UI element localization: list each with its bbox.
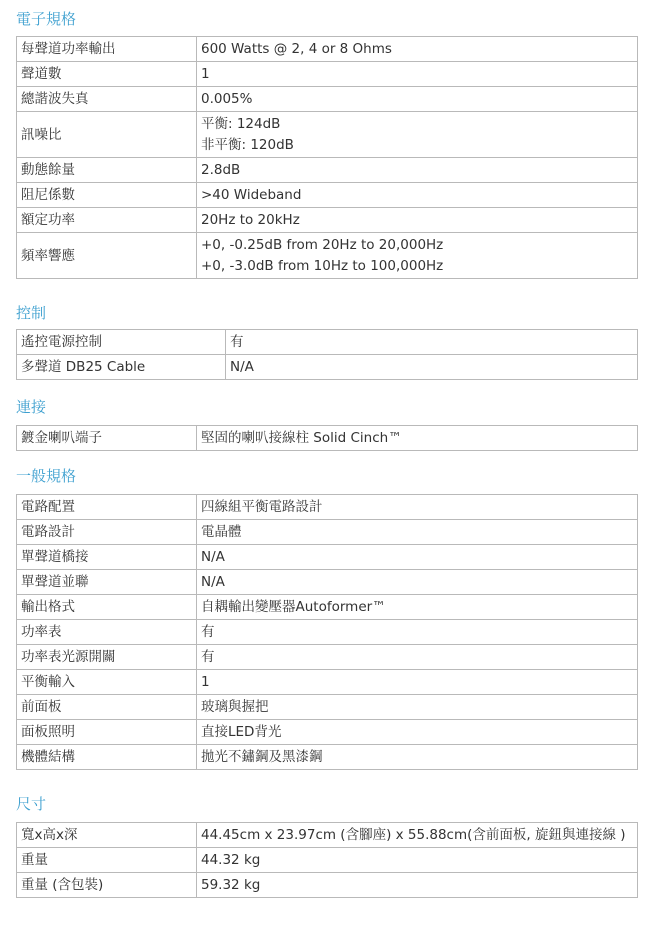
section-title-connection: 連接	[16, 398, 47, 416]
spec-key: 功率表	[17, 620, 197, 645]
table-row	[17, 112, 638, 158]
spec-key: 單聲道並聯	[17, 570, 197, 595]
spec-key: 寬x高x深	[17, 823, 197, 848]
section-title-control: 控制	[16, 304, 47, 322]
spec-value: 0.005%	[197, 87, 638, 112]
spec-value: 堅固的喇叭接線柱 Solid Cinch™	[197, 426, 638, 451]
table-row	[17, 595, 638, 620]
spec-value: 1	[197, 62, 638, 87]
spec-key: 額定功率	[17, 208, 197, 233]
spec-key: 多聲道 DB25 Cable	[17, 355, 226, 380]
spec-table-electronic	[16, 36, 638, 279]
table-row	[17, 695, 638, 720]
table-row	[17, 720, 638, 745]
spec-key: 遙控電源控制	[17, 330, 226, 355]
spec-value: N/A	[197, 570, 638, 595]
table-row	[17, 158, 638, 183]
spec-table-control	[16, 329, 638, 380]
spec-value: 有	[197, 645, 638, 670]
table-row	[17, 183, 638, 208]
table-row	[17, 62, 638, 87]
spec-value: 自耦輸出變壓器Autoformer™	[197, 595, 638, 620]
spec-key: 每聲道功率輸出	[17, 37, 197, 62]
table-row	[17, 545, 638, 570]
spec-key: 功率表光源開關	[17, 645, 197, 670]
spec-value: 拋光不鏽鋼及黑漆鋼	[197, 745, 638, 770]
spec-key: 總諧波失真	[17, 87, 197, 112]
table-row	[17, 848, 638, 873]
spec-key: 鍍金喇叭端子	[17, 426, 197, 451]
spec-value: 直接LED背光	[197, 720, 638, 745]
table-row	[17, 87, 638, 112]
spec-key: 電路配置	[17, 495, 197, 520]
spec-value: >40 Wideband	[197, 183, 638, 208]
table-row	[17, 520, 638, 545]
spec-key: 頻率響應	[17, 233, 197, 279]
spec-value: 20Hz to 20kHz	[197, 208, 638, 233]
spec-key: 平衡輸入	[17, 670, 197, 695]
spec-value: 44.32 kg	[197, 848, 638, 873]
table-row	[17, 745, 638, 770]
spec-key: 機體結構	[17, 745, 197, 770]
spec-value: 電晶體	[197, 520, 638, 545]
table-row	[17, 208, 638, 233]
spec-value: 有	[226, 330, 638, 355]
spec-value: +0, -0.25dB from 20Hz to 20,000Hz +0, -3.0dB from 10Hz to 100,000Hz	[197, 233, 638, 279]
spec-key: 動態餘量	[17, 158, 197, 183]
section-title-electronic: 電子規格	[16, 10, 77, 28]
spec-value: 平衡: 124dB 非平衡: 120dB	[197, 112, 638, 158]
spec-value: 44.45cm x 23.97cm (含腳座) x 55.88cm(含前面板, 旋鈕與連接線 )	[197, 823, 638, 848]
spec-key: 面板照明	[17, 720, 197, 745]
table-row	[17, 823, 638, 848]
spec-key: 電路設計	[17, 520, 197, 545]
spec-value: 1	[197, 670, 638, 695]
spec-value: 59.32 kg	[197, 873, 638, 898]
section-title-dimensions: 尺寸	[16, 795, 47, 813]
table-row	[17, 645, 638, 670]
spec-value: 600 Watts @ 2, 4 or 8 Ohms	[197, 37, 638, 62]
spec-key: 重量 (含包裝)	[17, 873, 197, 898]
spec-key: 訊噪比	[17, 112, 197, 158]
table-row	[17, 495, 638, 520]
section-title-general: 一般規格	[16, 467, 77, 485]
table-row	[17, 873, 638, 898]
table-row	[17, 670, 638, 695]
spec-value: N/A	[197, 545, 638, 570]
spec-key: 聲道數	[17, 62, 197, 87]
spec-value: 2.8dB	[197, 158, 638, 183]
table-row	[17, 355, 638, 380]
spec-value: 四線組平衡電路設計	[197, 495, 638, 520]
spec-value: N/A	[226, 355, 638, 380]
spec-key: 重量	[17, 848, 197, 873]
spec-table-dimensions	[16, 822, 638, 898]
spec-value: 有	[197, 620, 638, 645]
table-row	[17, 233, 638, 279]
spec-table-connection	[16, 425, 638, 451]
table-row	[17, 620, 638, 645]
table-row	[17, 426, 638, 451]
spec-table-general	[16, 494, 638, 770]
spec-key: 輸出格式	[17, 595, 197, 620]
spec-value: 玻璃與握把	[197, 695, 638, 720]
spec-key: 單聲道橋接	[17, 545, 197, 570]
table-row	[17, 37, 638, 62]
table-row	[17, 570, 638, 595]
spec-key: 前面板	[17, 695, 197, 720]
spec-key: 阻尼係數	[17, 183, 197, 208]
table-row	[17, 330, 638, 355]
